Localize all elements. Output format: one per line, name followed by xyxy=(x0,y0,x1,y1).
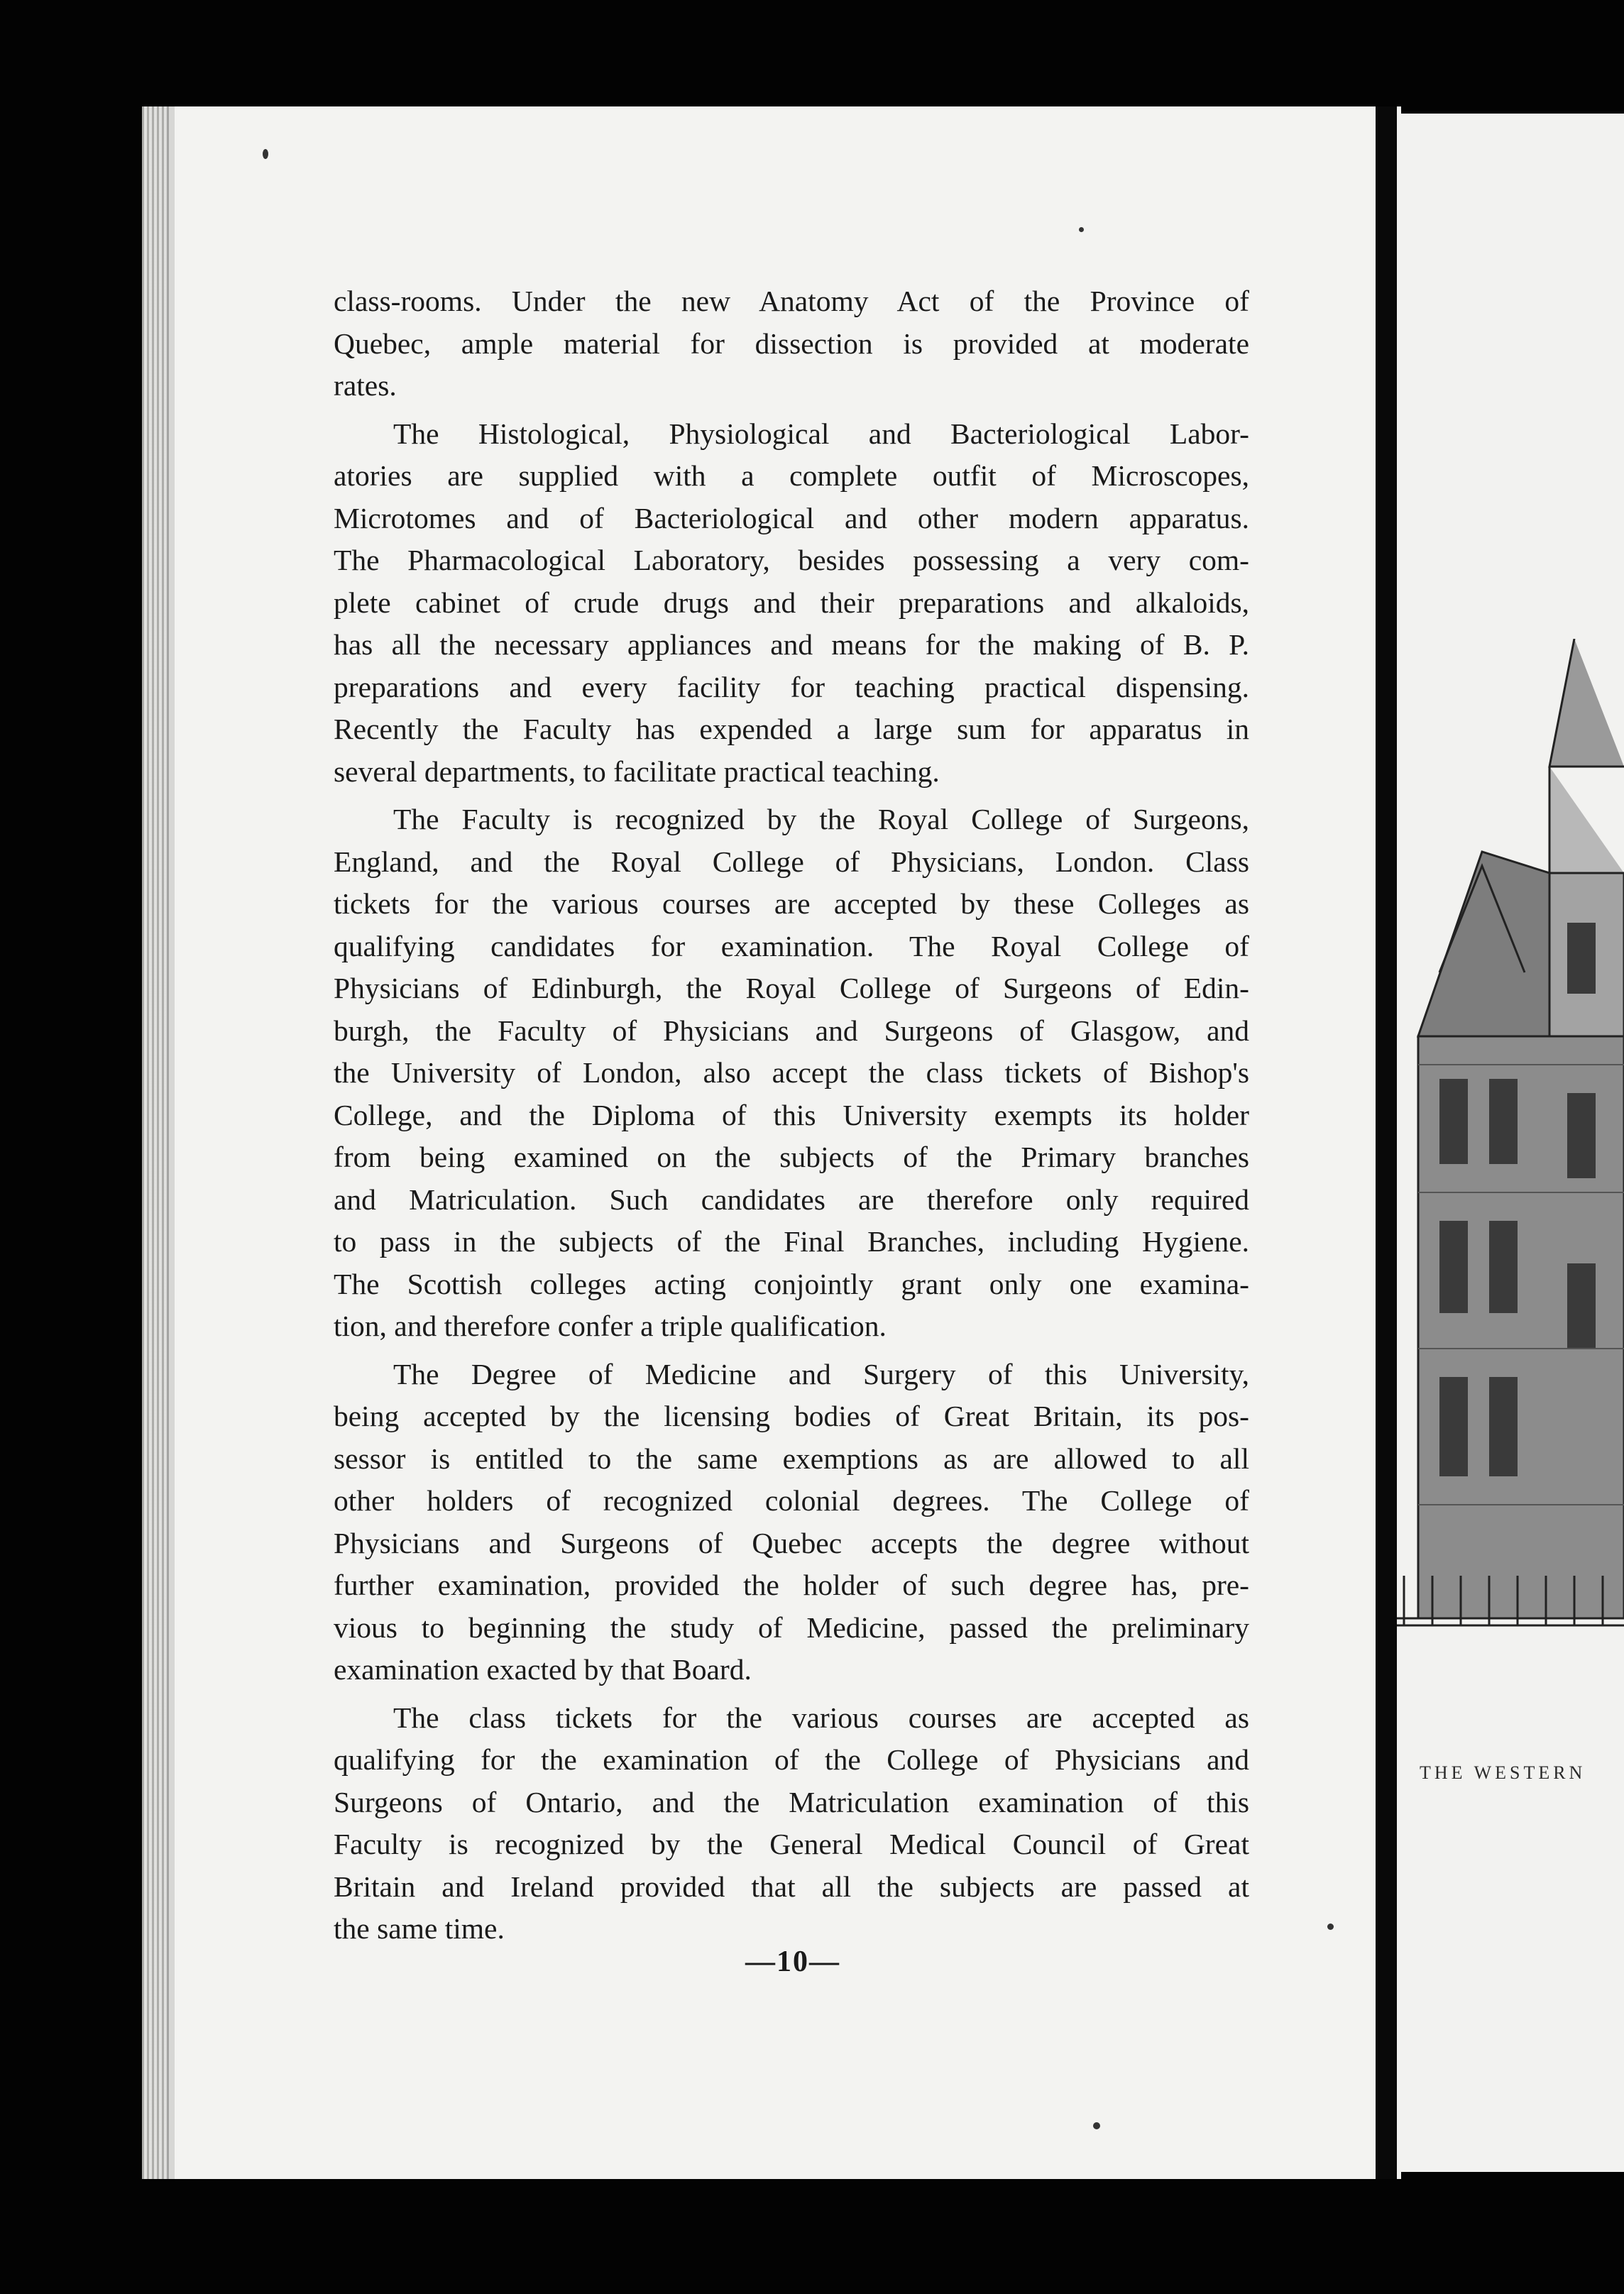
text-line: plete cabinet of crude drugs and their preparations and alkaloids, xyxy=(334,586,1249,619)
text-line: sessor is entitled to the same exemptions as are allowed to all xyxy=(334,1442,1249,1475)
text-line: Physicians of Edinburgh, the Royal College of Surgeons of Edin- xyxy=(334,972,1249,1004)
text-line: the University of London, also accept the class tickets of Bishop's xyxy=(334,1056,1249,1089)
paragraph-gap xyxy=(334,1691,1249,1697)
paragraph-gap xyxy=(334,1348,1249,1354)
paragraph-gap xyxy=(334,793,1249,798)
text-line: tion, and therefore confer a triple qualification. xyxy=(334,1310,887,1342)
text-line: The Degree of Medicine and Surgery of this University, xyxy=(393,1357,1249,1390)
scan-speck xyxy=(1079,227,1084,232)
text-line: from being examined on the subjects of the Primary branches xyxy=(334,1141,1249,1173)
scan-speck xyxy=(1093,2122,1100,2129)
building-illustration xyxy=(1397,639,1624,1703)
text-line: tickets for the various courses are accepted by these Colleges as xyxy=(334,887,1249,920)
text-line: other holders of recognized colonial degrees. The College of xyxy=(334,1484,1249,1517)
text-line: and Matriculation. Such candidates are therefore only required xyxy=(334,1182,1249,1216)
text-line: Quebec, ample material for dissection is provided at moderate xyxy=(334,326,1249,360)
text-line: burgh, the Faculty of Physicians and Surgeons of Glasgow, and xyxy=(334,1014,1249,1047)
text-line: Surgeons of Ontario, and the Matriculation examination of this xyxy=(334,1785,1249,1818)
text-line: has all the necessary appliances and means for the making of B. P. xyxy=(334,628,1249,661)
text-line: Recently the Faculty has expended a large sum for apparatus in xyxy=(334,713,1249,745)
text-line: vious to beginning the study of Medicine, passed the preliminary xyxy=(334,1610,1249,1644)
text-line: College, and the Diploma of this University exempts its holder xyxy=(334,1098,1249,1131)
text-line: atories are supplied with a complete outfit of Microscopes, xyxy=(334,459,1249,492)
scan-speck xyxy=(263,149,268,159)
text-line: being accepted by the licensing bodies of Great Britain, its pos- xyxy=(334,1400,1249,1432)
text-line: qualifying candidates for examination. The Royal College of xyxy=(334,929,1249,962)
text-line: preparations and every facility for teaching practical dispensing. xyxy=(334,670,1249,703)
text-line: Physicians and Surgeons of Quebec accepts the degree without xyxy=(334,1526,1249,1559)
book-gutter xyxy=(1376,106,1397,2179)
body-text xyxy=(334,280,1249,1950)
page-edge xyxy=(142,106,170,2179)
page-number: —10— xyxy=(745,1945,840,1978)
text-line: The class tickets for the various courses are accepted as xyxy=(393,1701,1249,1734)
text-line: The Pharmacological Laboratory, besides possessing a very com- xyxy=(334,544,1249,576)
illustration-caption: THE WESTERN xyxy=(1420,1762,1586,1783)
text-line: Microtomes and of Bacteriological and other modern apparatus. xyxy=(334,501,1249,534)
text-line: qualifying for the examination of the College of Physicians and xyxy=(334,1743,1249,1776)
text-line: class-rooms. Under the new Anatomy Act of the Province of xyxy=(334,285,1249,317)
scan-speck xyxy=(1327,1923,1334,1930)
text-line: Faculty is recognized by the General Medical Council of Great xyxy=(334,1828,1249,1860)
text-line: the same time. xyxy=(334,1912,505,1945)
text-line: Britain and Ireland provided that all the subjects are passed at xyxy=(334,1870,1249,1903)
text-line: The Histological, Physiological and Bacteriological Labor- xyxy=(393,417,1249,450)
text-line: The Scottish colleges acting conjointly grant only one examina- xyxy=(334,1267,1249,1300)
text-line: to pass in the subjects of the Final Branches, including Hygiene. xyxy=(334,1225,1249,1258)
paragraph-gap xyxy=(334,407,1249,413)
text-line: further examination, provided the holder of such degree has, pre- xyxy=(334,1569,1249,1601)
text-line: rates. xyxy=(334,369,397,402)
text-line: England, and the Royal College of Physicians, London. Class xyxy=(334,845,1249,878)
text-line: several departments, to facilitate practical teaching. xyxy=(334,754,940,788)
text-line: The Faculty is recognized by the Royal College of Surgeons, xyxy=(393,803,1249,835)
text-line: examination exacted by that Board. xyxy=(334,1653,752,1686)
